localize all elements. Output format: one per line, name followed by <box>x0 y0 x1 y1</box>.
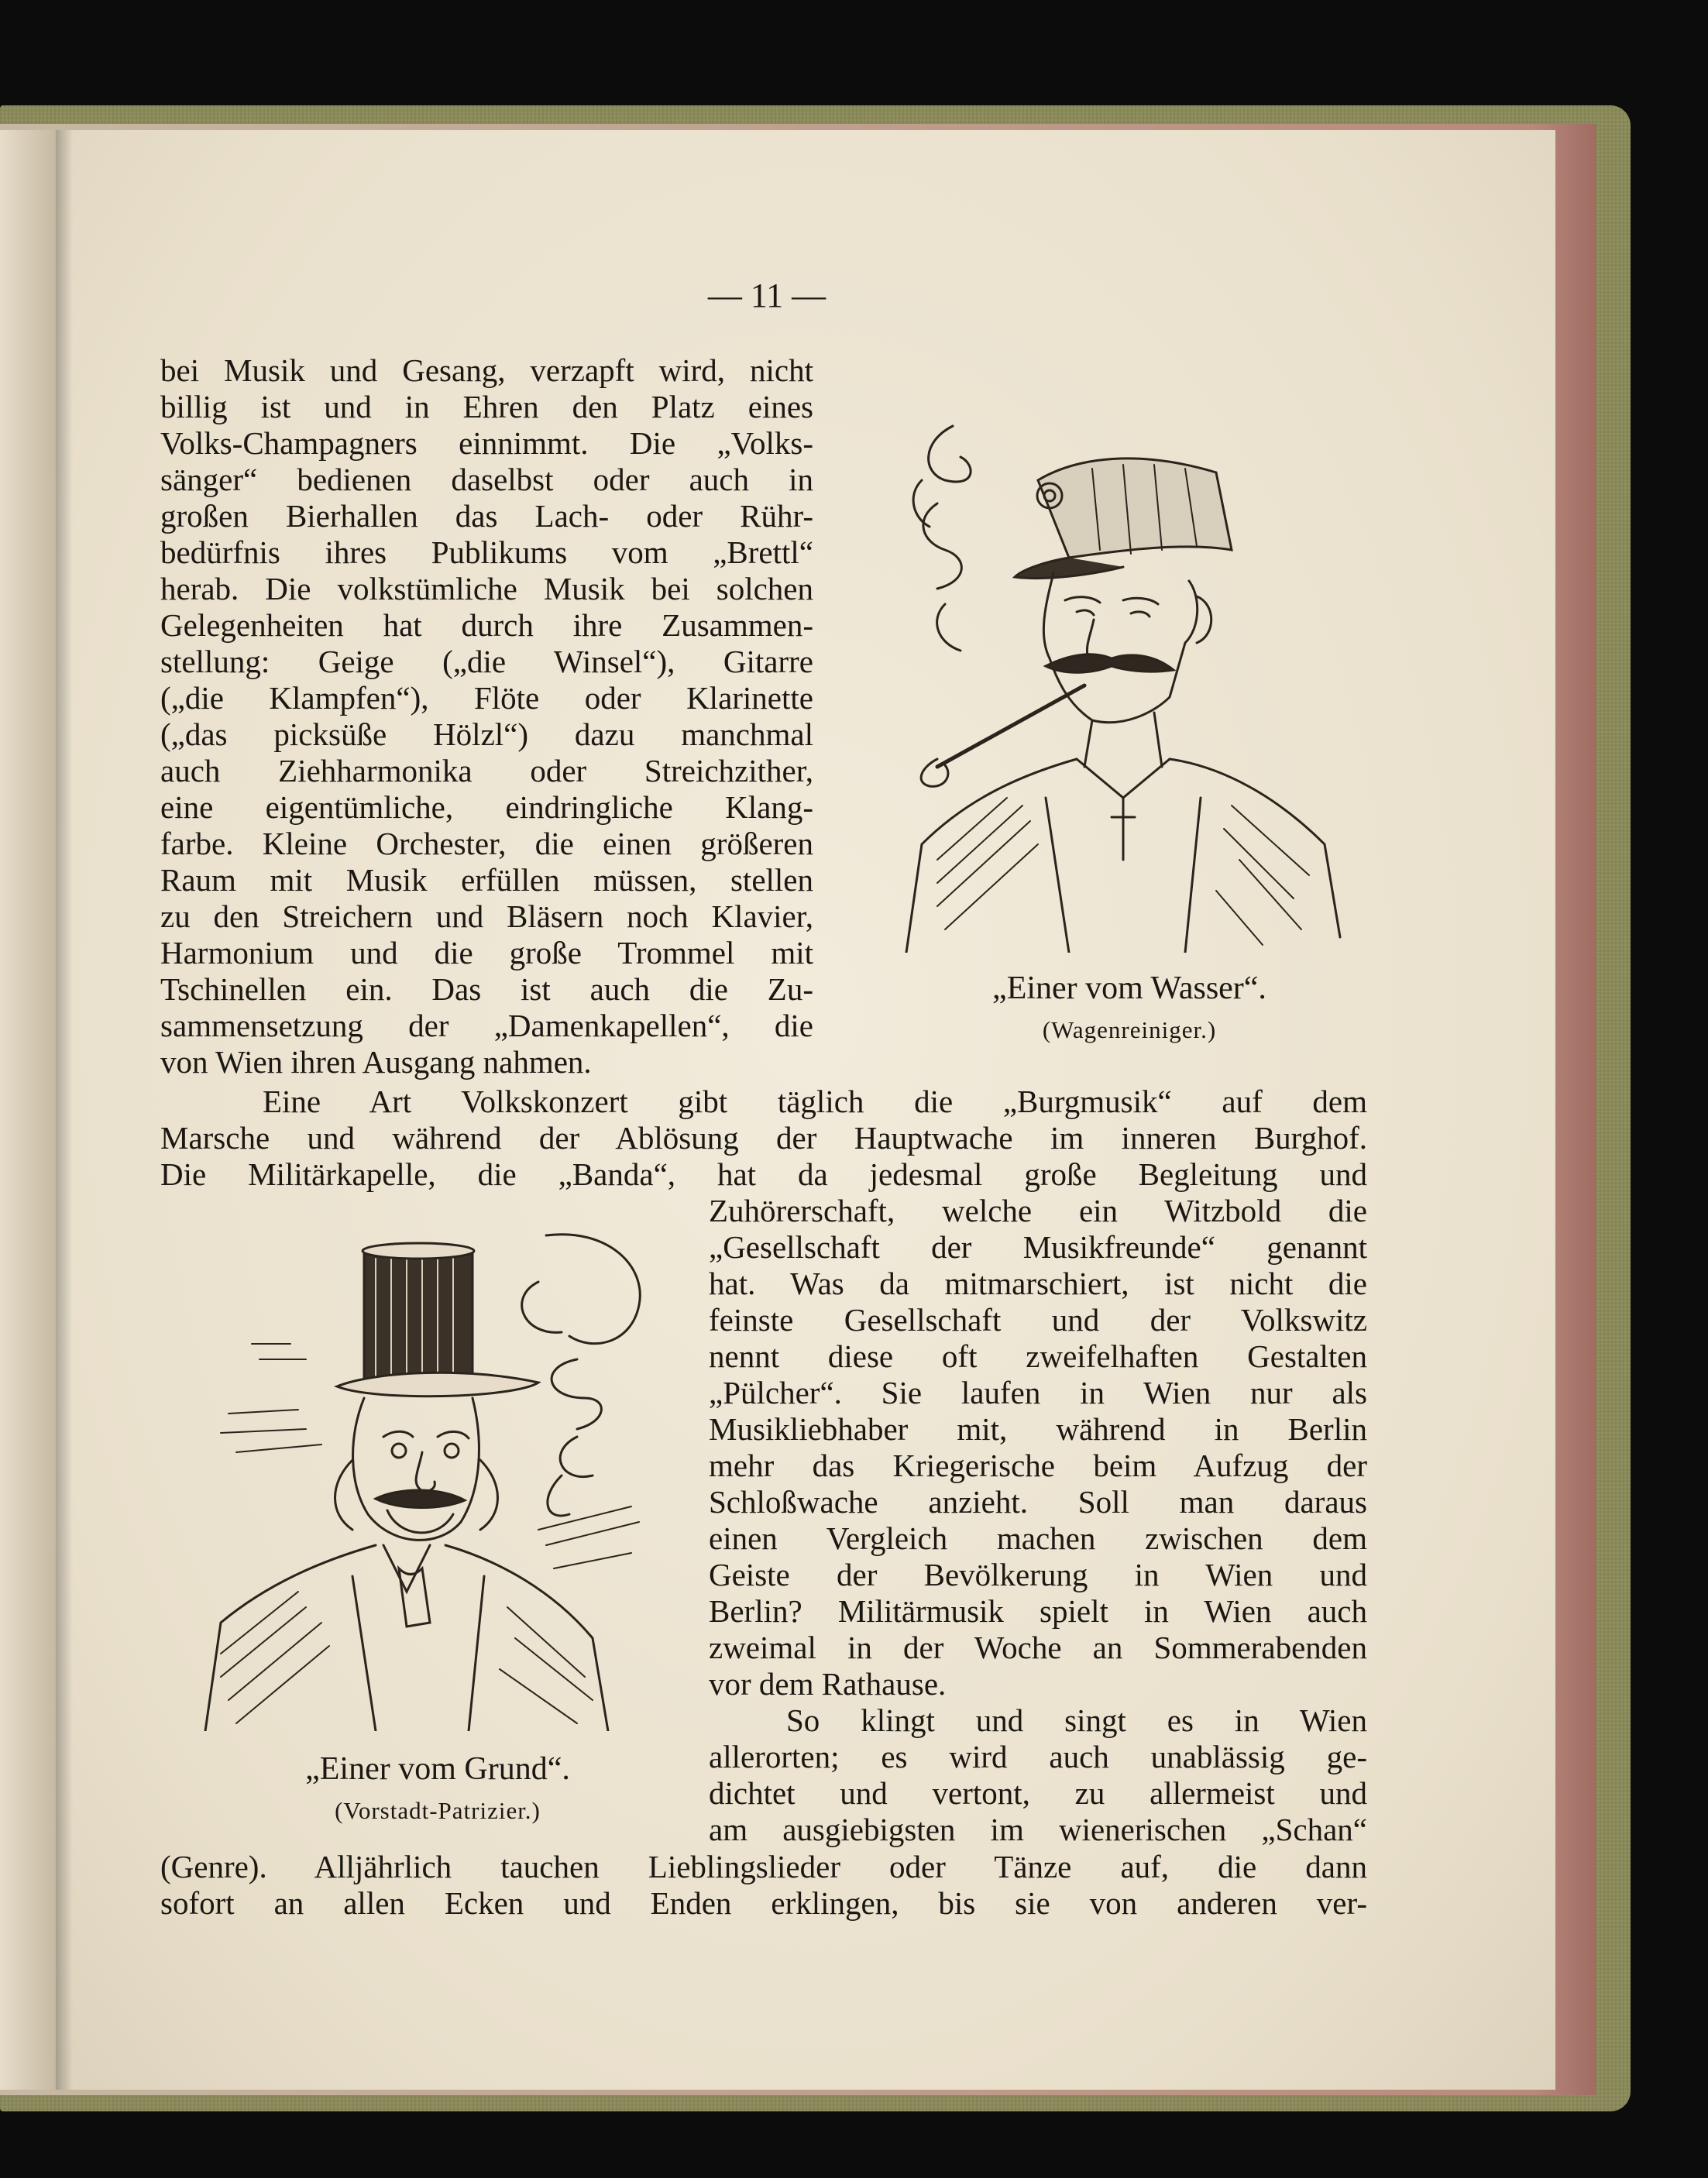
text-line: bei Musik und Gesang, verzapft wird, nicht <box>160 352 813 388</box>
text-line: „Gesellschaft der Musikfreunde“ genannt <box>709 1229 1367 1265</box>
text-line: dichtet und vertont, zu allermeist und <box>709 1775 1367 1811</box>
text-line: hat. Was da mitmarschiert, ist nicht die <box>709 1266 1367 1301</box>
text-line: billig ist und in Ehren den Platz eines <box>160 389 813 424</box>
text-line: Eine Art Volkskonzert gibt täglich die „Burgmusik“ auf dem <box>263 1084 1367 1119</box>
text-line: sänger“ bedienen daselbst oder auch in <box>160 462 813 497</box>
text-line: feinste Gesellschaft und der Volkswitz <box>709 1302 1367 1338</box>
text-line: „Pülcher“. Sie laufen in Wien nur als <box>709 1375 1367 1410</box>
text-line: Gelegenheiten hat durch ihre Zusammen- <box>160 607 813 643</box>
text-line: („das picksüße Hölzl“) dazu manchmal <box>160 716 813 752</box>
text-line: von Wien ihren Ausgang nahmen. <box>160 1044 592 1080</box>
text-line: sammensetzung der „Damenkapellen“, die <box>160 1008 813 1043</box>
text-line: am ausgiebigsten im wienerischen „Schan“ <box>709 1812 1367 1847</box>
caption-subtitle: (Wagenreiniger.) <box>1042 1016 1217 1043</box>
text-line: großen Bierhallen das Lach- oder Rühr- <box>160 498 813 534</box>
text-line: allerorten; es wird auch unablässig ge- <box>709 1739 1367 1774</box>
text-line: Tschinellen ein. Das ist auch die Zu- <box>160 971 813 1007</box>
illustration-vorstadt-patrizier <box>174 1204 678 1731</box>
text-line: zu den Streichern und Bläsern noch Klavier, <box>160 898 813 934</box>
text-line: (Genre). Alljährlich tauchen Lieblingslieder oder Tänze auf, die dann <box>160 1849 1367 1884</box>
text-line: Schloßwache anzieht. Soll man daraus <box>709 1484 1367 1520</box>
text-line: farbe. Kleine Orchester, die einen größeren <box>160 826 813 861</box>
illustration-wagenreiniger <box>891 395 1363 953</box>
text-line: Raum mit Musik erfüllen müssen, stellen <box>160 862 813 898</box>
text-line: („die Klampfen“), Flöte oder Klarinette <box>160 680 813 716</box>
text-line: Die Militärkapelle, die „Banda“, hat da jedesmal große Begleitung und <box>160 1156 1367 1192</box>
text-line: Berlin? Militärmusik spielt in Wien auch <box>709 1593 1367 1629</box>
text-line: Harmonium und die große Trommel mit <box>160 935 813 970</box>
caption-title: „Einer vom Grund“. <box>305 1751 570 1787</box>
caption-vorstadt-patrizier <box>259 1750 616 1825</box>
text-line: Zuhörerschaft, welche ein Witzbold die <box>709 1193 1367 1228</box>
left-page-sliver <box>0 130 54 2090</box>
text-line: Geiste der Bevölkerung in Wien und <box>709 1557 1367 1592</box>
text-line: einen Vergleich machen zwischen dem <box>709 1520 1367 1556</box>
caption-subtitle: (Vorstadt-Patrizier.) <box>335 1797 541 1824</box>
text-line: herab. Die volkstümliche Musik bei solchen <box>160 571 813 606</box>
text-line: Marsche und während der Ablösung der Hauptwache im inneren Burghof. <box>160 1120 1367 1156</box>
text-line: nennt diese oft zweifelhaften Gestalten <box>709 1338 1367 1374</box>
text-line: sofort an allen Ecken und Enden erklingen, bis sie von anderen ver- <box>160 1885 1367 1921</box>
text-line: auch Ziehharmonika oder Streichzither, <box>160 753 813 788</box>
text-line: vor dem Rathause. <box>709 1666 947 1702</box>
text-line: mehr das Kriegerische beim Aufzug der <box>709 1448 1367 1483</box>
page-number: — 11 — <box>707 277 827 314</box>
text-line: Volks-Champagners einnimmt. Die „Volks- <box>160 425 813 461</box>
text-line: zweimal in der Woche an Sommerabenden <box>709 1630 1367 1665</box>
caption-title: „Einer vom Wasser“. <box>992 970 1266 1006</box>
caption-wagenreiniger <box>912 970 1346 1044</box>
text-line: stellung: Geige („die Winsel“), Gitarre <box>160 644 813 679</box>
text-line: Musikliebhaber mit, während in Berlin <box>709 1411 1367 1447</box>
page-gutter-shadow <box>56 130 73 2090</box>
text-line: eine eigentümliche, eindringliche Klang- <box>160 789 813 825</box>
text-line: bedürfnis ihres Publikums vom „Brettl“ <box>160 534 813 570</box>
text-line: So klingt und singt es in Wien <box>786 1702 1367 1738</box>
